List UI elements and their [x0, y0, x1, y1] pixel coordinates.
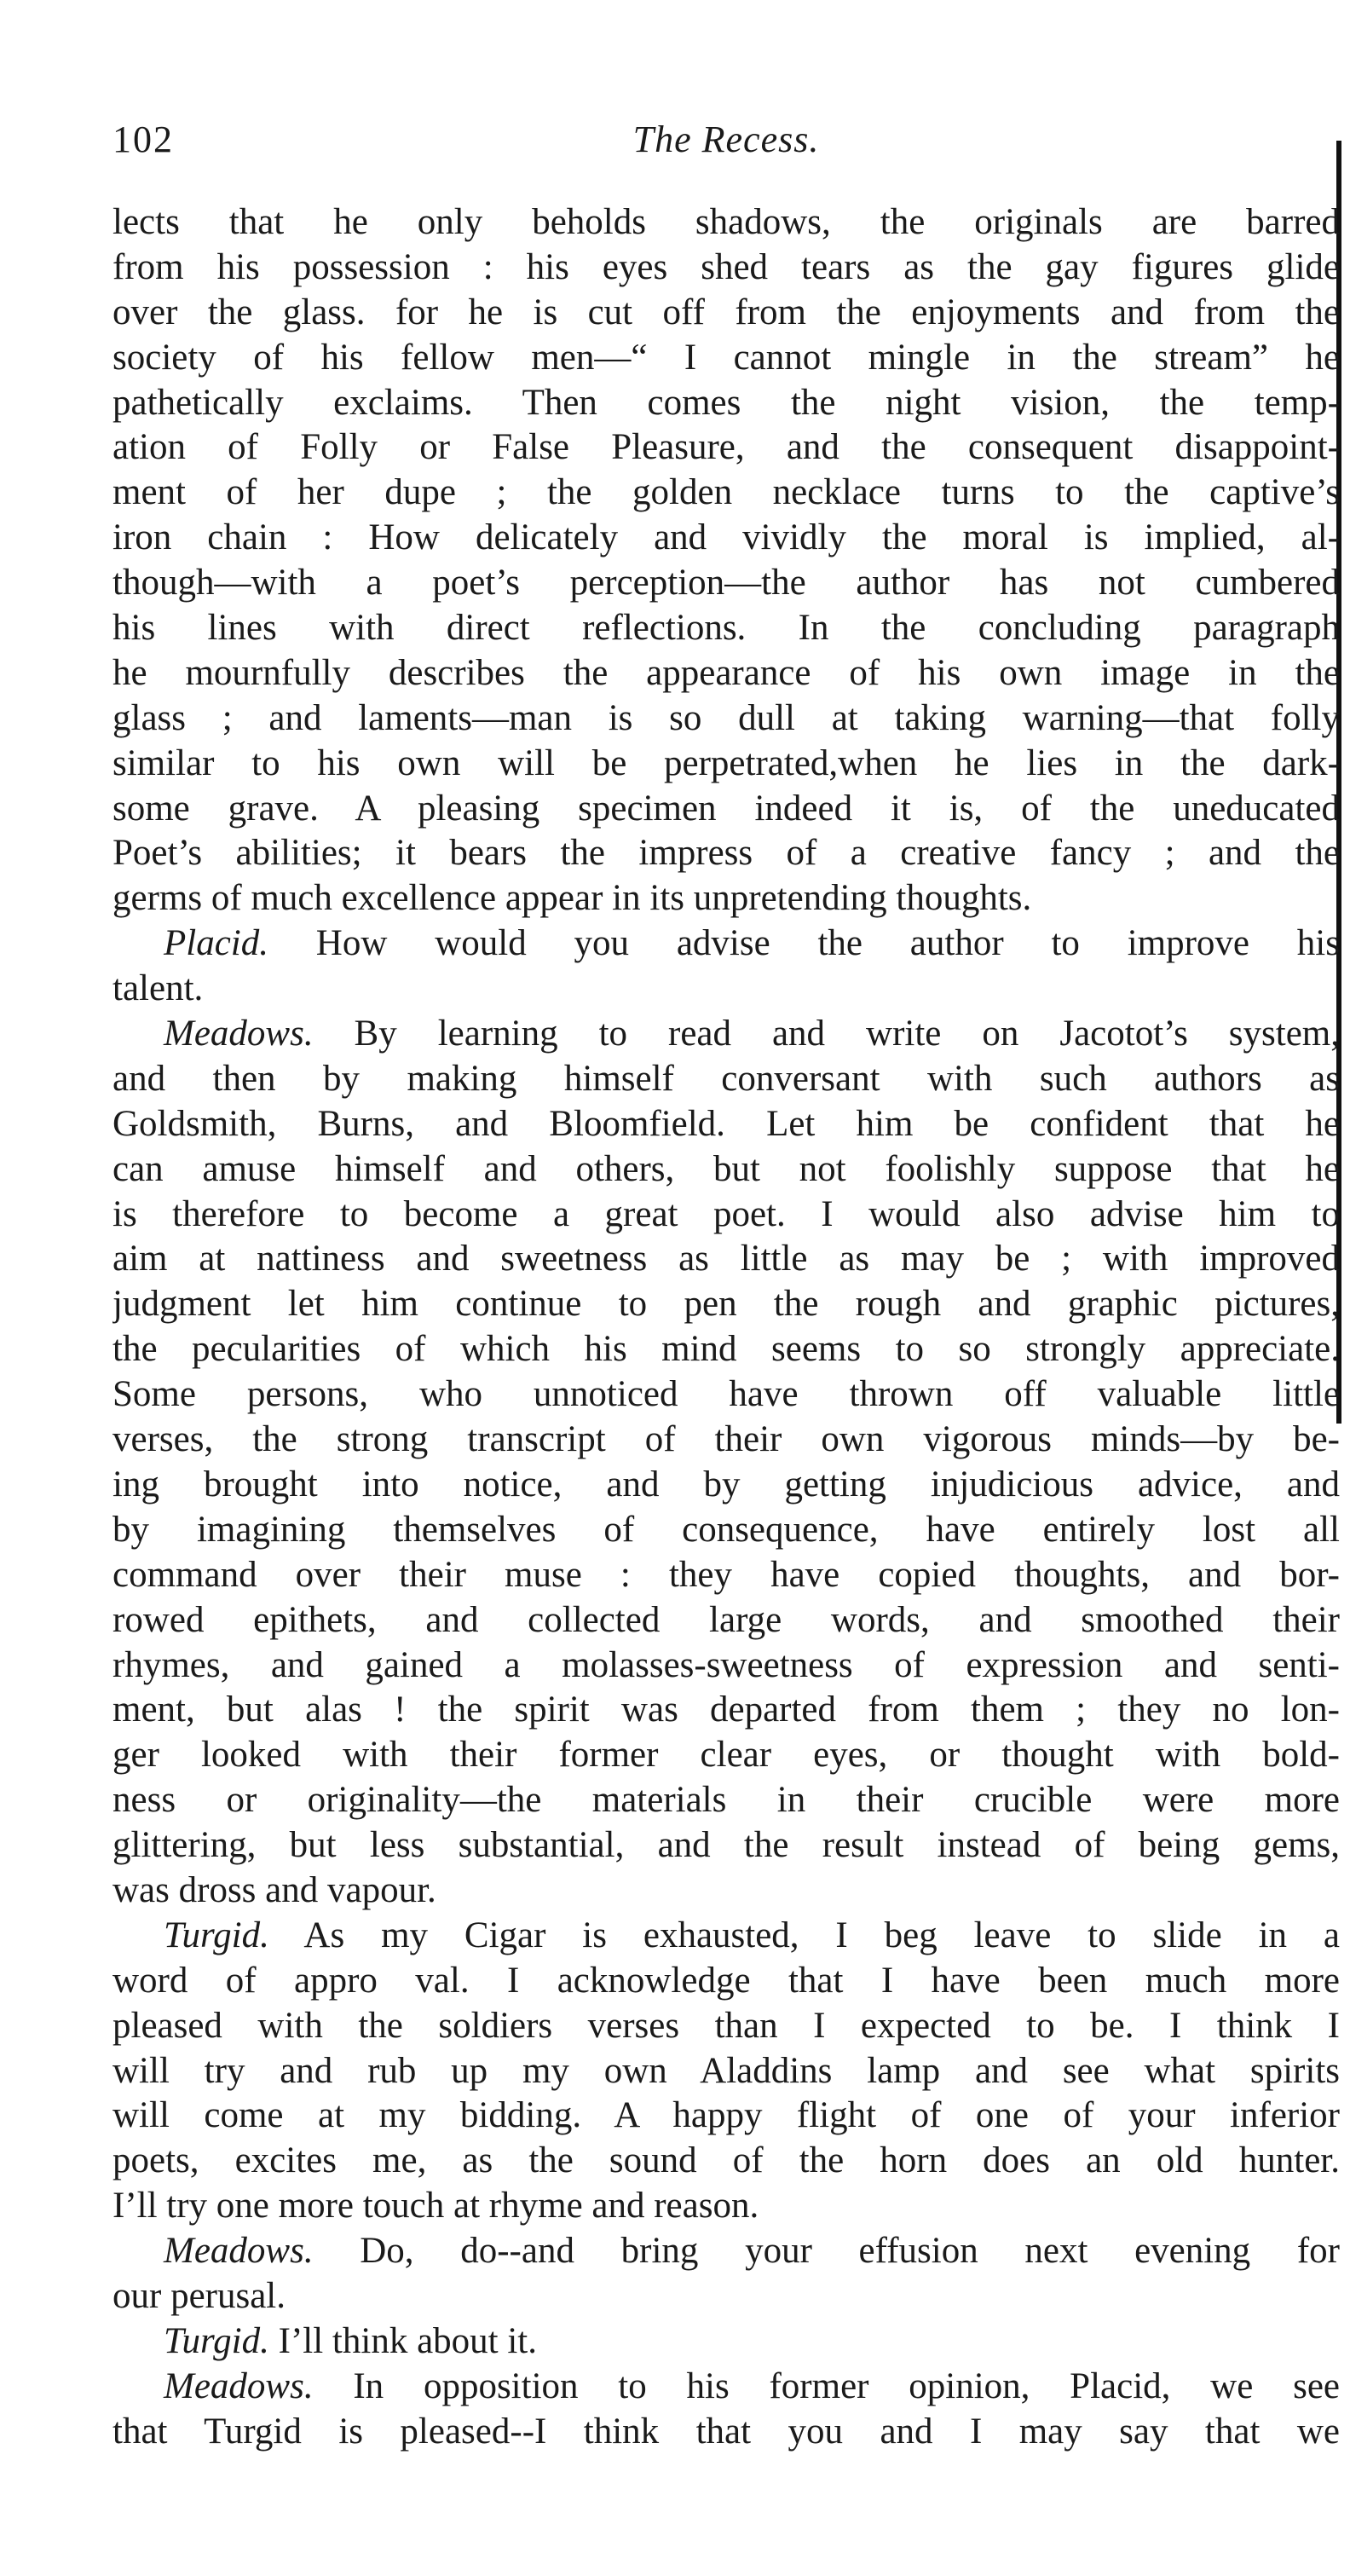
text-line: aim at nattiness and sweetness as little as may be ; with improved: [112, 1239, 1340, 1279]
speaker-name: Meadows.: [164, 2231, 314, 2272]
text-line: talent.: [112, 968, 204, 1009]
text-line: command over their muse : they have copied thoughts, and bor-: [112, 1554, 1340, 1595]
text-line: Meadows. By learning to read and write on Jacotot’s system,: [164, 1014, 1340, 1054]
text-line: rowed epithets, and collected large words, and smoothed their: [112, 1599, 1340, 1640]
text-line: though—with a poet’s perception—the author has not cumbered: [112, 563, 1340, 604]
text-line: was dross and vapour.: [112, 1869, 436, 1910]
text-line: by imagining themselves of consequence, have entirely lost all: [112, 1509, 1340, 1550]
text-line: verses, the strong transcript of their own vigorous minds—by be-: [112, 1419, 1340, 1460]
text-line: pleased with the soldiers verses than I expected to be. I think I: [112, 2005, 1340, 2046]
speaker-name: Turgid.: [164, 2320, 269, 2361]
text-line: will come at my bidding. A happy flight of one of your inferior: [112, 2095, 1340, 2136]
text-line: he mournfully describes the appearance of his own image in the: [112, 652, 1340, 693]
text-line: Meadows. Do, do--and bring your effusion next evening for: [164, 2231, 1340, 2272]
text-line: ation of Folly or False Pleasure, and the consequent disappoint-: [112, 427, 1340, 468]
speaker-name: Turgid.: [164, 1915, 269, 1955]
speaker-name: Placid.: [164, 923, 268, 964]
text-line: from his possession : his eyes shed tears as the gay figures glide: [112, 246, 1340, 287]
text-line: ment, but alas ! the spirit was departed from them ; they no lon-: [112, 1689, 1340, 1730]
text-line: ing brought into notice, and by getting injudicious advice, and: [112, 1464, 1340, 1505]
text-line: society of his fellow men—“ I cannot mingle in the stream” he: [112, 337, 1340, 378]
text-line: and then by making himself conversant with such authors as: [112, 1058, 1340, 1099]
text-line: the pecularities of which his mind seems to so strongly appreciate.: [112, 1329, 1340, 1370]
text-line: glittering, but less substantial, and the result instead of being gems,: [112, 1825, 1340, 1866]
text-line: Placid. How would you advise the author to improve his: [164, 923, 1340, 964]
page-number: 102: [112, 118, 174, 160]
body-text: [112, 200, 1340, 2455]
text-line: Some persons, who unnoticed have thrown off valuable little: [112, 1374, 1340, 1415]
text-line: similar to his own will be perpetrated,when he lies in the dark-: [112, 742, 1340, 783]
text-line: ment of her dupe ; the golden necklace turns to the captive’s: [112, 472, 1340, 513]
text-line: rhymes, and gained a molasses-sweetness of expression and senti-: [112, 1644, 1340, 1685]
running-title: The Recess.: [632, 118, 820, 160]
text-line: ger looked with their former clear eyes, or thought with bold-: [112, 1735, 1340, 1776]
text-line: ness or originality—the materials in their crucible were more: [112, 1780, 1340, 1821]
speaker-name: Meadows.: [164, 2365, 314, 2406]
text-line: Turgid. I’ll think about it.: [164, 2320, 537, 2361]
text-line: can amuse himself and others, but not foolishly suppose that he: [112, 1148, 1340, 1189]
text-line: our perusal.: [112, 2275, 286, 2316]
text-line: judgment let him continue to pen the rough and graphic pictures,: [112, 1284, 1340, 1325]
text-line: I’ll try one more touch at rhyme and reason.: [112, 2186, 759, 2227]
text-line: germs of much excellence appear in its unpretending thoughts.: [112, 878, 1032, 919]
text-line: that Turgid is pleased--I think that you and I may say that we: [112, 2411, 1340, 2452]
text-line: lects that he only beholds shadows, the originals are barred: [112, 202, 1340, 242]
speaker-name: Meadows.: [164, 1014, 314, 1054]
text-line: poets, excites me, as the sound of the horn does an old hunter.: [112, 2140, 1340, 2181]
text-line: his lines with direct reflections. In the concluding paragraph: [112, 608, 1340, 649]
text-line: iron chain : How delicately and vividly the moral is implied, al-: [112, 517, 1340, 558]
text-line: glass ; and laments—man is so dull at taking warning—that folly: [112, 697, 1340, 738]
text-line: over the glass. for he is cut off from the enjoyments and from the: [112, 292, 1340, 332]
text-line: Meadows. In opposition to his former opinion, Placid, we see: [164, 2365, 1340, 2406]
text-line: pathetically exclaims. Then comes the night vision, the temp-: [112, 382, 1340, 423]
text-line: Turgid. As my Cigar is exhausted, I beg leave to slide in a: [164, 1915, 1340, 1955]
text-line: will try and rub up my own Aladdins lamp and see what spirits: [112, 2050, 1340, 2091]
text-line: word of appro val. I acknowledge that I have been much more: [112, 1960, 1340, 2001]
text-line: Goldsmith, Burns, and Bloomfield. Let him be confident that he: [112, 1103, 1340, 1144]
text-line: is therefore to become a great poet. I would also advise him to: [112, 1193, 1340, 1234]
text-line: some grave. A pleasing specimen indeed it is, of the uneducated: [112, 788, 1340, 829]
running-head: [112, 118, 1340, 169]
text-line: Poet’s abilities; it bears the impress of a creative fancy ; and the: [112, 833, 1340, 874]
